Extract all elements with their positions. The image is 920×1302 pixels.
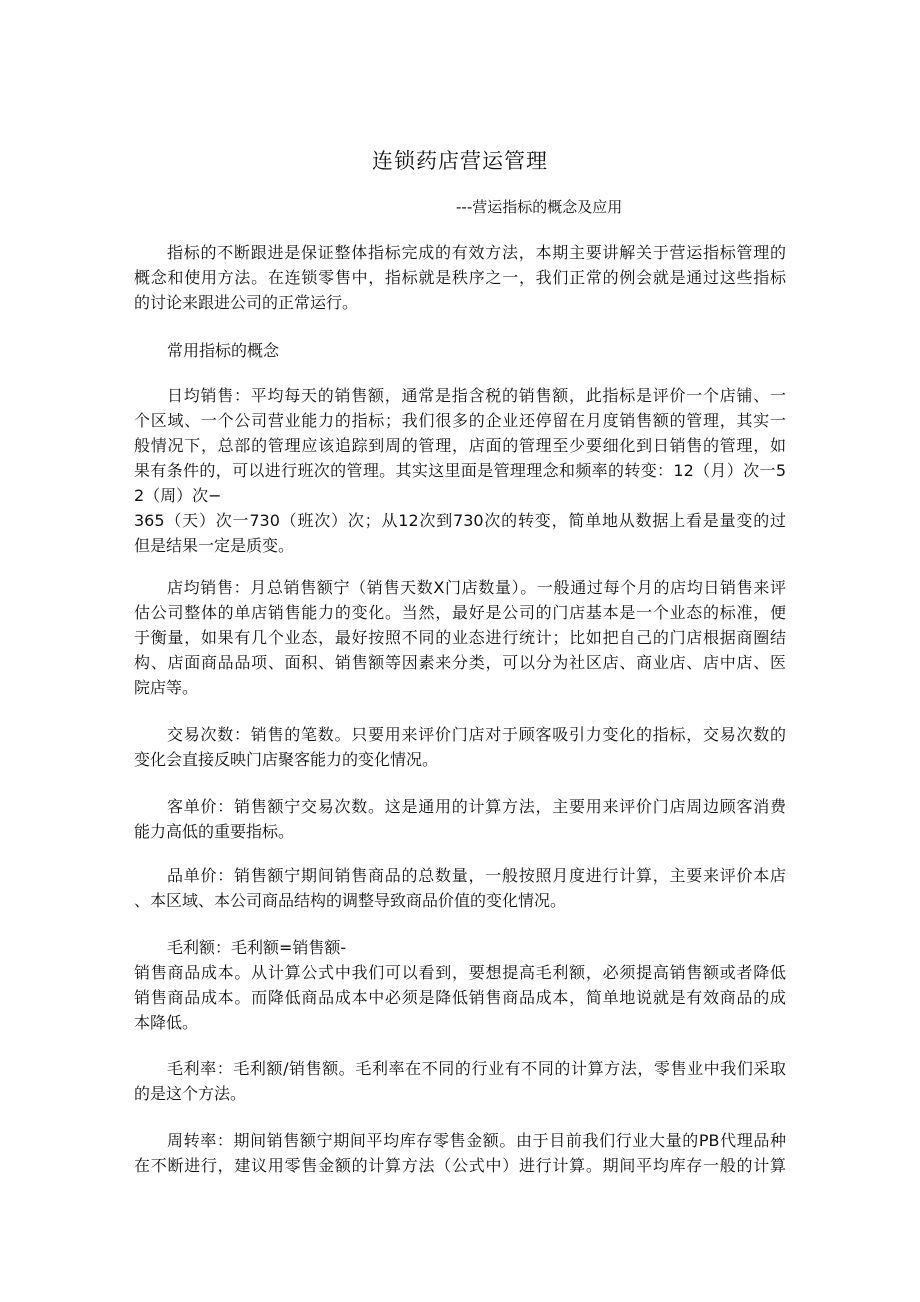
- paragraph-line: 于衡量，如果有几个业态，最好按照不同的业态进行统计；比如把自己的门店根据商圈结: [134, 628, 786, 647]
- paragraph-line: 果有条件的，可以进行班次的管理。其实这里面是管理理念和频率的转变：12（月）次一5: [134, 461, 786, 480]
- paragraph-line: 的讨论来跟进公司的正常运行。: [134, 293, 359, 312]
- paragraph-line: 本降低。: [134, 1013, 199, 1032]
- paragraph-line: 在不断进行，建议用零售金额的计算方法（公式中）进行计算。期间平均库存一般的计算: [134, 1156, 786, 1175]
- paragraph-line: 2（周）次−: [134, 486, 222, 505]
- paragraph-line: 个区域、一个公司营业能力的指标；我们很多的企业还停留在月度销售额的管理，其实一: [134, 411, 786, 430]
- paragraph-line: 365（天）次一730（班次）次；从12次到730次的转变，简单地从数据上看是量变的过: [134, 511, 786, 530]
- paragraph-line: 估公司整体的单店销售能力的变化。当然，最好是公司的门店基本是一个业态的标准，便: [134, 603, 786, 622]
- paragraph-line: 构、店面商品品项、面积、销售额等因素来分类，可以分为社区店、商业店、店中店、医: [134, 653, 786, 672]
- paragraph-line: 周转率：期间销售额宁期间平均库存零售金额。由于目前我们行业大量的PB代理品种: [167, 1131, 786, 1150]
- paragraph-line: 客单价：销售额宁交易次数。这是通用的计算方法，主要用来评价门店周边顾客消费: [167, 797, 786, 816]
- document-title: 连锁药店营运管理: [372, 149, 548, 173]
- paragraph-daily-sales: [134, 383, 786, 558]
- paragraph-unit-price: [134, 863, 786, 913]
- paragraph-line: 般情况下，总部的管理应该追踪到周的管理，店面的管理至少要细化到日销售的管理，如: [134, 436, 786, 455]
- document-subtitle: ---营运指标的概念及应用: [456, 198, 623, 216]
- paragraph-line: 销售商品成本。从计算公式中我们可以看到，要想提高毛利额，必须提高销售额或者降低: [134, 963, 786, 982]
- paragraph-gross-margin: [134, 1056, 786, 1106]
- paragraph-line: 日均销售：平均每天的销售额，通常是指含税的销售额，此指标是评价一个店铺、一: [167, 386, 786, 405]
- paragraph-line: 品单价：销售额宁期间销售商品的总数量，一般按照月度进行计算，主要来评价本店: [167, 866, 786, 885]
- paragraph-line: 能力高低的重要指标。: [134, 822, 295, 841]
- paragraph-turnover: [134, 1128, 786, 1178]
- paragraph-line: 毛利额：毛利额=销售额-: [167, 938, 347, 957]
- paragraph-line: 变化会直接反映门店聚客能力的变化情况。: [134, 750, 439, 769]
- paragraph-avg-ticket: [134, 794, 786, 844]
- paragraph-store-avg-sales: [134, 575, 786, 700]
- paragraph-line: 院店等。: [134, 678, 199, 697]
- paragraph-line: 销售商品成本。而降低商品成本中必须是降低销售商品成本，简单地说就是有效商品的成: [134, 988, 786, 1007]
- paragraph-line: 店均销售：月总销售额宁（销售天数X门店数量）。一般通过每个月的店均日销售来评: [167, 578, 786, 597]
- paragraph-line: 但是结果一定是质变。: [134, 536, 295, 555]
- paragraph-transactions: [134, 722, 786, 772]
- paragraph-line: 交易次数：销售的笔数。只要用来评价门店对于顾客吸引力变化的指标，交易次数的: [167, 725, 786, 744]
- paragraph-line: 、本区域、本公司商品结构的调整导致商品价值的变化情况。: [134, 891, 567, 910]
- paragraph-line: 毛利率：毛利额/销售额。毛利率在不同的行业有不同的计算方法，零售业中我们采取: [167, 1059, 786, 1078]
- paragraph-gross-profit: [134, 935, 786, 1035]
- intro-paragraph: [134, 240, 786, 315]
- paragraph-line: 的是这个方法。: [134, 1084, 247, 1103]
- paragraph-line: 指标的不断跟进是保证整体指标完成的有效方法，本期主要讲解关于营运指标管理的: [167, 243, 786, 262]
- section-heading: 常用指标的概念: [167, 341, 280, 360]
- paragraph-line: 概念和使用方法。在连锁零售中，指标就是秩序之一，我们正常的例会就是通过这些指标: [134, 268, 786, 287]
